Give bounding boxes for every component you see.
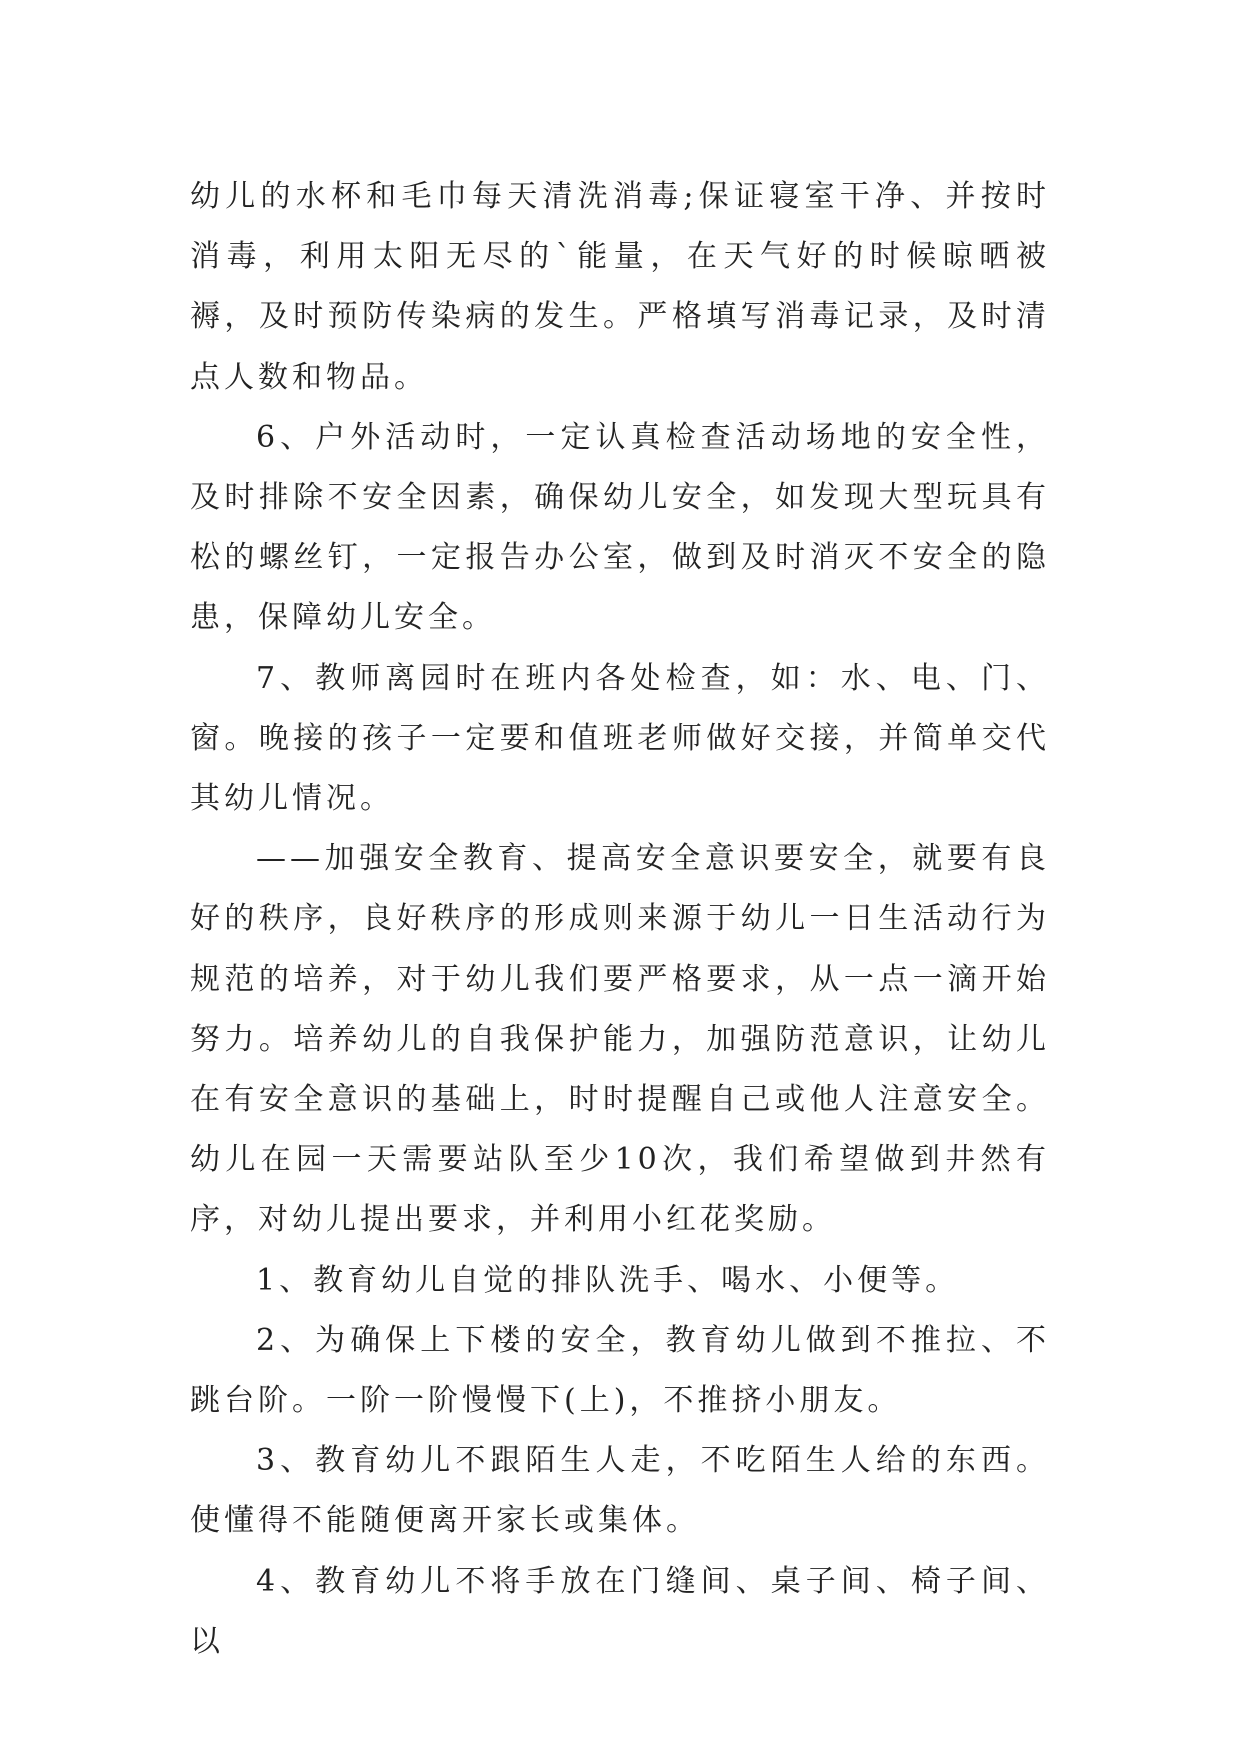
paragraph-item-7: 7、教师离园时在班内各处检查，如：水、电、门、窗。晚接的孩子一定要和值班老师做好交接，并简单交代其幼儿情况。 [190,660,1050,817]
paragraph-item-6: 6、户外活动时，一定认真检查活动场地的安全性，及时排除不安全因素，确保幼儿安全，如发现大型玩具有松的螺丝钉，一定报告办公室，做到及时消灭不安全的隐患，保障幼儿安全。 [190,419,1050,636]
paragraph-item-2: 2、为确保上下楼的安全，教育幼儿做到不推拉、不跳台阶。一阶一阶慢慢下(上)，不推挤小朋友。 [190,1322,1050,1419]
paragraph-disinfection: 幼儿的水杯和毛巾每天清洗消毒;保证寝室干净、并按时消毒，利用太阳无尽的`能量，在天气好的时候晾晒被褥，及时预防传染病的发生。严格填写消毒记录，及时清点人数和物品。 [190,179,1050,395]
paragraph-item-4: 4、教育幼儿不将手放在门缝间、桌子间、椅子间、以 [190,1563,1050,1659]
paragraph-item-1: 1、教育幼儿自觉的排队洗手、喝水、小便等。 [256,1262,960,1298]
document-body [190,167,1050,1672]
paragraph-item-3: 3、教育幼儿不跟陌生人走，不吃陌生人给的东西。使懂得不能随便离开家长或集体。 [190,1443,1050,1539]
paragraph-safety-education: ——加强安全教育、提高安全意识要安全，就要有良好的秩序，良好秩序的形成则来源于幼儿一日生活动行为规范的培养，对于幼儿我们要严格要求，从一点一滴开始努力。培养幼儿的自我保护能力，加强防范意识，让幼儿在有安全意识的基础上，时时提醒自己或他人注意安全。幼儿在园一天需要站队至少10次，我们希望做到井然有序，对幼儿提出要求，并利用小红花奖励。 [190,841,1050,1238]
